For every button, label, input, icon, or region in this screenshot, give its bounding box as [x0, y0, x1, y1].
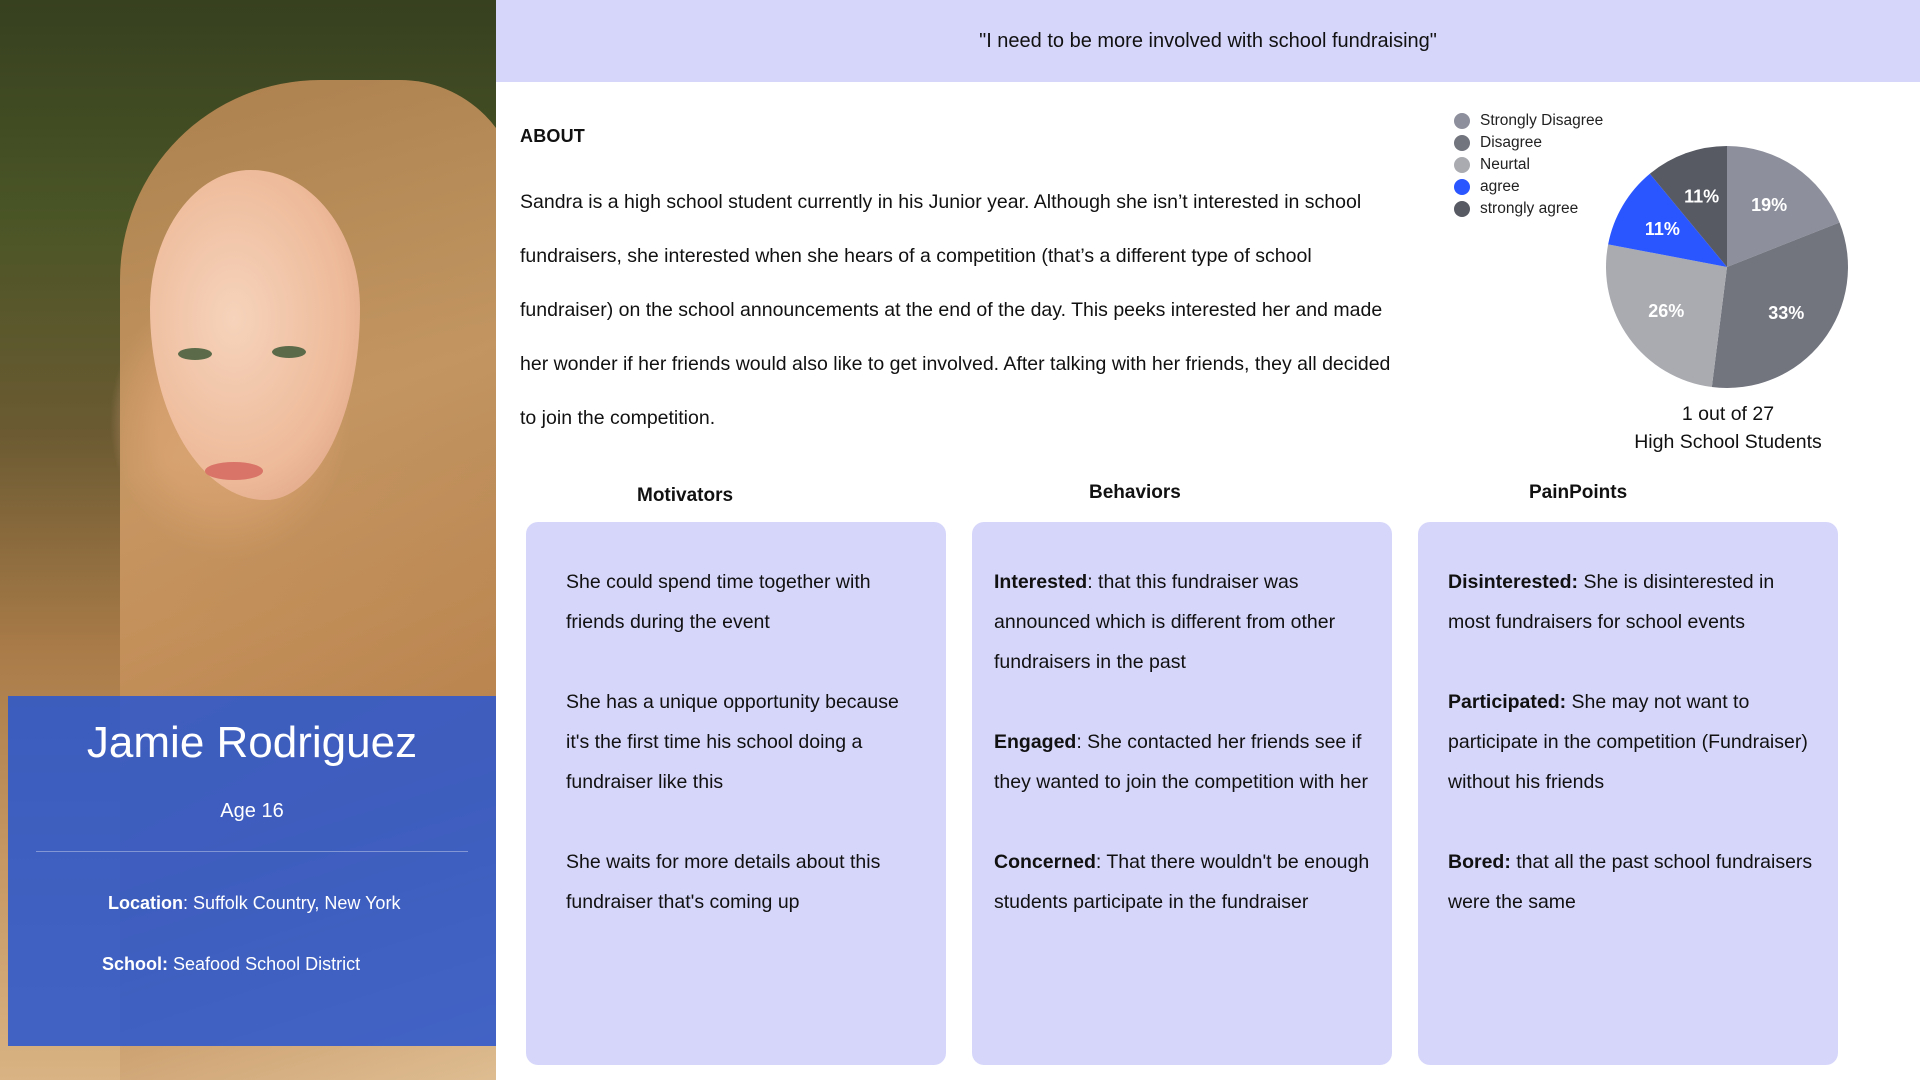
- behaviors-entry: [994, 722, 1376, 802]
- profile-location: [108, 893, 400, 914]
- behaviors-entry-label: Engaged: [994, 731, 1077, 753]
- motivators-entry-text: She waits for more details about this fundraiser that's coming up: [566, 851, 881, 913]
- legend-label: agree: [1480, 178, 1520, 195]
- pie-data-label: 11%: [1644, 218, 1680, 239]
- behaviors-title: Behaviors: [1089, 482, 1181, 503]
- chart-caption-line1: 1 out of 27: [1681, 403, 1775, 425]
- location-label: Location: [108, 893, 183, 913]
- about-text: Sandra is a high school student currently in his Junior year. Although she isn’t interested in school fundraisers, she interested when she hears of a competition (that’s a different type of school fundraiser) on the school announcements at the end of the day. This peeks interested her and made her wonder if her friends would also like to get involved. After talking with her friends, they all decided to join the competition.: [520, 191, 1391, 429]
- behaviors-list: [994, 562, 1376, 962]
- motivators-title: Motivators: [637, 485, 734, 506]
- photo-eye-left: [178, 348, 212, 360]
- motivators-entry: [566, 842, 916, 922]
- painpoints-entry: [1448, 842, 1818, 922]
- profile-card: [8, 696, 496, 1046]
- quote-text: "I need to be more involved with school fundraising": [979, 29, 1437, 52]
- painpoints-entry-label: Disinterested:: [1448, 571, 1579, 593]
- legend-swatch: [1454, 201, 1470, 217]
- behaviors-entry: [994, 562, 1376, 682]
- chart-caption: [1600, 400, 1856, 456]
- location-value: : Suffolk Country, New York: [183, 893, 401, 913]
- legend-swatch: [1454, 157, 1470, 173]
- pie-data-label: 26%: [1648, 301, 1685, 322]
- behaviors-entry-text: : That there wouldn't be enough students participate in the fundraiser: [994, 851, 1370, 913]
- legend-item: [1454, 198, 1603, 220]
- painpoints-title: PainPoints: [1529, 482, 1628, 503]
- painpoints-entry-label: Participated:: [1448, 691, 1567, 713]
- profile-divider: [36, 851, 468, 852]
- school-value: Seafood School District: [168, 954, 361, 974]
- profile-name: Jamie Rodriguez: [86, 718, 418, 767]
- legend-label: strongly agree: [1480, 200, 1579, 217]
- behaviors-entry-label: Concerned: [994, 851, 1096, 873]
- motivators-entry-text: She could spend time together with friends during the event: [566, 571, 871, 633]
- motivators-entry-text: She has a unique opportunity because it's the first time his school doing a fundraiser like this: [566, 691, 899, 793]
- legend-item: [1454, 154, 1603, 176]
- painpoints-list: [1448, 562, 1818, 962]
- legend-swatch: [1454, 113, 1470, 129]
- painpoints-entry-text: She is disinterested in most fundraisers for school events: [1448, 571, 1775, 633]
- profile-age: Age 16: [220, 800, 284, 822]
- legend-label: Strongly Disagree: [1480, 112, 1604, 129]
- pie-chart: [1604, 144, 1850, 390]
- behaviors-entry-text: : She contacted her friends see if they wanted to join the competition with her: [994, 731, 1368, 793]
- painpoints-entry-text: that all the past school fundraisers were the same: [1448, 851, 1813, 913]
- painpoints-entry-label: Bored:: [1448, 851, 1511, 873]
- motivators-entry: [566, 682, 916, 802]
- painpoints-entry: [1448, 562, 1818, 642]
- photo-lips: [205, 462, 263, 480]
- school-label: School:: [102, 954, 168, 974]
- behaviors-entry-label: Interested: [994, 571, 1088, 593]
- chart-legend: [1454, 110, 1603, 220]
- behaviors-entry: [994, 842, 1376, 922]
- pie-data-label: 19%: [1751, 194, 1788, 215]
- quote-banner: [496, 0, 1920, 82]
- legend-item: [1454, 176, 1603, 198]
- profile-school: [102, 954, 360, 975]
- about-heading: ABOUT: [520, 126, 585, 146]
- painpoints-entry-text: She may not want to participate in the competition (Fundraiser) without his friends: [1448, 691, 1808, 793]
- profile-photo: [0, 0, 496, 1080]
- motivators-card: [526, 522, 946, 1065]
- legend-swatch: [1454, 135, 1470, 151]
- pie-data-label: 11%: [1684, 186, 1720, 207]
- painpoints-entry: [1448, 682, 1818, 802]
- motivators-list: [566, 562, 916, 962]
- legend-label: Neurtal: [1480, 156, 1530, 173]
- pie-data-label: 33%: [1768, 302, 1805, 323]
- legend-item: [1454, 110, 1603, 132]
- legend-label: Disagree: [1480, 134, 1543, 151]
- motivators-entry: [566, 562, 916, 642]
- painpoints-card: [1418, 522, 1838, 1065]
- chart-caption-line2: High School Students: [1634, 431, 1822, 453]
- photo-eye-right: [272, 346, 306, 358]
- behaviors-card: [972, 522, 1392, 1065]
- legend-item: [1454, 132, 1603, 154]
- legend-swatch: [1454, 179, 1470, 195]
- behaviors-entry-text: : that this fundraiser was announced which is different from other fundraisers in the past: [994, 571, 1336, 673]
